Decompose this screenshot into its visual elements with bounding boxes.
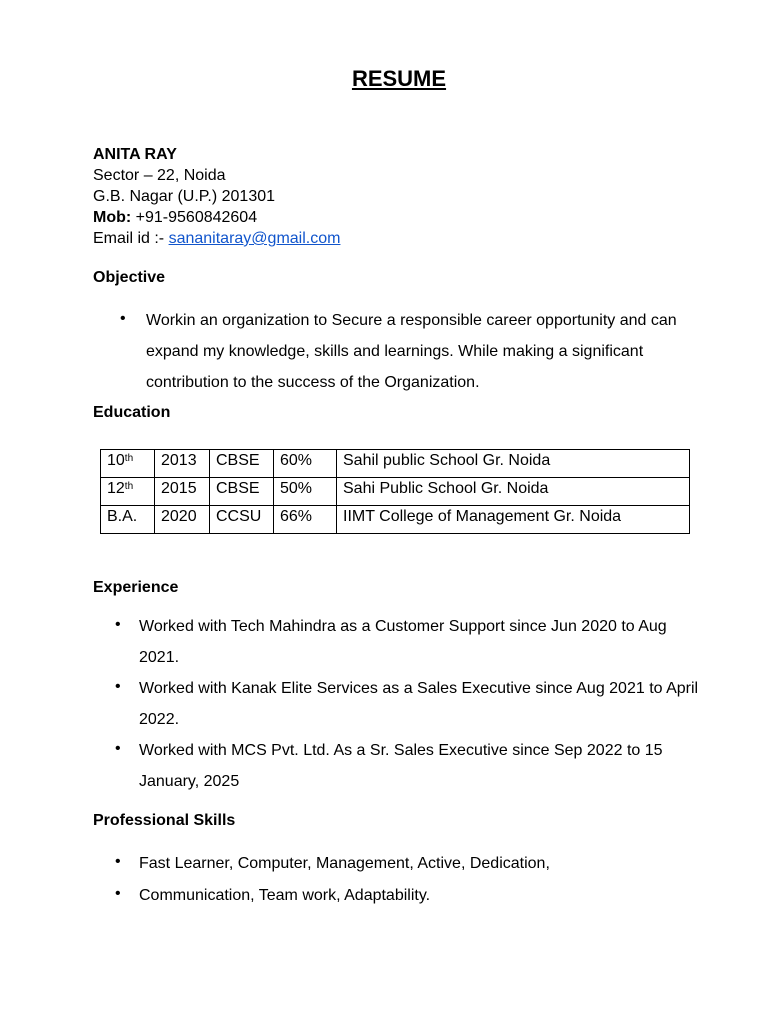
mobile-value: +91-9560842604 (131, 209, 258, 226)
email-label: Email id :- (93, 230, 169, 247)
skills-item: Fast Learner, Computer, Management, Active, Dedication, (139, 855, 550, 872)
page-title: RESUME (351, 66, 447, 91)
bullet-icon: • (115, 853, 121, 870)
experience-heading: Experience (93, 579, 179, 596)
table-row (101, 506, 690, 534)
edu-institute: Sahil public School Gr. Noida (337, 450, 690, 478)
edu-score: 60% (274, 450, 337, 478)
edu-board: CBSE (210, 478, 274, 506)
address-line-2: G.B. Nagar (U.P.) 201301 (93, 188, 276, 205)
objective-line: Workin an organization to Secure a responsible career opportunity and can (146, 312, 677, 329)
edu-institute: Sahi Public School Gr. Noida (337, 478, 690, 506)
skills-heading: Professional Skills (93, 812, 236, 829)
objective-line: contribution to the success of the Organization. (146, 374, 480, 391)
education-heading: Education (93, 404, 171, 421)
edu-year: 2013 (155, 450, 210, 478)
experience-item (139, 673, 698, 735)
table-row (101, 478, 690, 506)
mobile-line (93, 207, 257, 228)
email-line (93, 228, 340, 249)
experience-item (139, 735, 663, 797)
experience-line: January, 2025 (139, 773, 240, 790)
email-link[interactable]: sananitaray@gmail.com (168, 230, 341, 247)
edu-board: CBSE (210, 450, 274, 478)
candidate-name: ANITA RAY (93, 146, 177, 163)
edu-score: 50% (274, 478, 337, 506)
edu-year: 2020 (155, 506, 210, 534)
education-table (100, 449, 690, 534)
experience-line: Worked with MCS Pvt. Ltd. As a Sr. Sales Executive since Sep 2022 to 15 (139, 742, 663, 759)
experience-item (139, 611, 667, 673)
experience-line: 2021. (139, 649, 180, 666)
bullet-icon: • (115, 885, 121, 902)
bullet-icon: • (115, 740, 121, 757)
edu-score: 66% (274, 506, 337, 534)
address-line-1: Sector – 22, Noida (93, 167, 226, 184)
edu-board: CCSU (210, 506, 274, 534)
objective-text (146, 305, 677, 398)
experience-line: Worked with Tech Mahindra as a Customer Support since Jun 2020 to Aug (139, 618, 667, 635)
edu-level: 10th (101, 450, 155, 478)
edu-institute: IIMT College of Management Gr. Noida (337, 506, 690, 534)
bullet-icon: • (115, 678, 121, 695)
skills-item: Communication, Team work, Adaptability. (139, 887, 431, 904)
table-row (101, 450, 690, 478)
edu-year: 2015 (155, 478, 210, 506)
objective-heading: Objective (93, 269, 166, 286)
mobile-label: Mob: (93, 209, 132, 226)
edu-level: 12th (101, 478, 155, 506)
objective-line: expand my knowledge, skills and learnings. While making a significant (146, 343, 644, 360)
edu-level: B.A. (101, 506, 155, 534)
experience-line: Worked with Kanak Elite Services as a Sales Executive since Aug 2021 to April (139, 680, 699, 697)
bullet-icon: • (120, 310, 126, 327)
bullet-icon: • (115, 616, 121, 633)
experience-line: 2022. (139, 711, 180, 728)
